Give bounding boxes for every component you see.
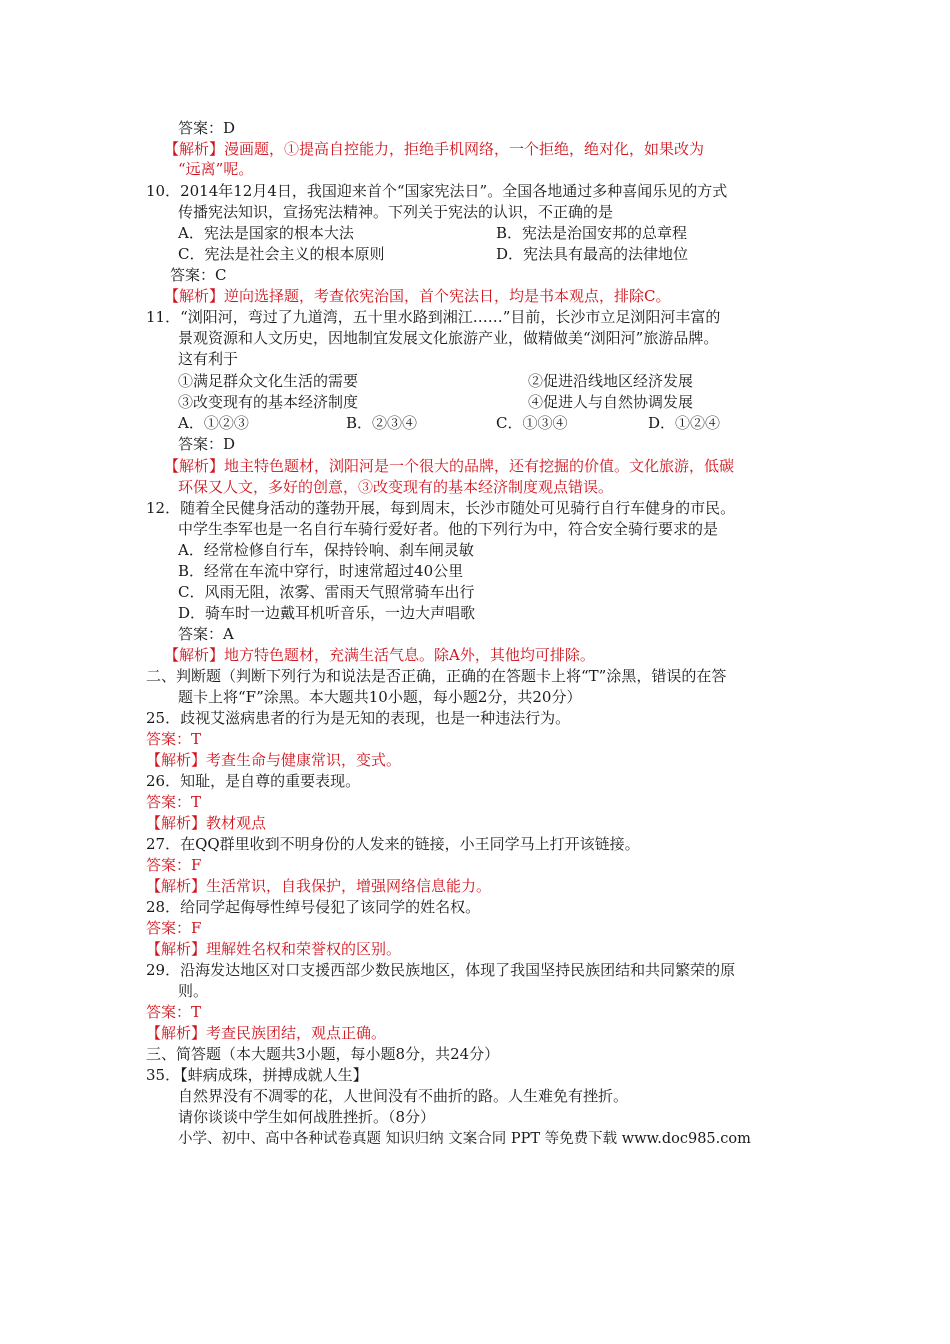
q28-answer: 答案：F — [146, 919, 202, 937]
q11-stem-cont: 景观资源和人文历史，因地制宜发展文化旅游产业，做精做美“浏阳河”旅游品牌。 — [178, 329, 719, 347]
q12-option-a: A．经常检修自行车，保持铃响、刹车闸灵敏 — [178, 541, 474, 559]
q10-option-c: C．宪法是社会主义的根本原则 — [178, 245, 385, 263]
q27-stem: 27．在QQ群里收到不明身份的人发来的链接，小王同学马上打开该链接。 — [146, 835, 640, 853]
q27-answer: 答案：F — [146, 856, 202, 874]
q26-stem: 26．知耻，是自尊的重要表现。 — [146, 772, 361, 790]
q25-answer: 答案：T — [146, 730, 202, 748]
q29-answer: 答案：T — [146, 1003, 202, 1021]
q11-option-c: C．①③④ — [496, 414, 568, 432]
q12-option-d: D．骑车时一边戴耳机听音乐，一边大声唱歌 — [178, 604, 476, 622]
q12-stem-cont: 中学生李军也是一名自行车骑行爱好者。他的下列行为中，符合安全骑行要求的是 — [178, 520, 719, 538]
q11-item-1: ①满足群众文化生活的需要 — [178, 372, 359, 390]
q10-option-d: D．宪法具有最高的法律地位 — [496, 245, 689, 263]
q11-analysis: 【解析】地主特色题材，浏阳河是一个很大的品牌，还有挖掘的价值。文化旅游，低碳 — [164, 457, 735, 475]
q25-stem: 25．歧视艾滋病患者的行为是无知的表现，也是一种违法行为。 — [146, 709, 571, 727]
q35-line-1: 自然界没有不凋零的花，人世间没有不曲折的路。人生难免有挫折。 — [178, 1087, 629, 1105]
q25-analysis: 【解析】考查生命与健康常识，变式。 — [146, 751, 402, 769]
q29-analysis: 【解析】考查民族团结，观点正确。 — [146, 1024, 387, 1042]
q10-option-b: B．宪法是治国安邦的总章程 — [496, 224, 688, 242]
q11-stem-cont-2: 这有利于 — [178, 350, 239, 368]
q28-stem: 28．给同学起侮辱性绰号侵犯了该同学的姓名权。 — [146, 898, 481, 916]
q10-option-a: A．宪法是国家的根本大法 — [178, 224, 354, 242]
q11-item-2: ②促进沿线地区经济发展 — [528, 372, 694, 390]
q11-option-d: D．①②④ — [648, 414, 721, 432]
q9-answer: 答案：D — [178, 119, 236, 137]
q28-analysis: 【解析】理解姓名权和荣誉权的区别。 — [146, 940, 402, 958]
q11-answer: 答案：D — [178, 435, 236, 453]
q10-stem: 10．2014年12月4日，我国迎来首个“国家宪法日”。全国各地通过多种喜闻乐见的方式 — [146, 182, 728, 200]
q11-stem: 11．“浏阳河，弯过了九道湾，五十里水路到湘江……”目前，长沙市立足浏阳河丰富的 — [146, 308, 721, 326]
q11-option-a: A．①②③ — [178, 414, 249, 432]
q11-option-b: B．②③④ — [346, 414, 418, 432]
q11-analysis-cont: 环保又人文，多好的创意，③改变现有的基本经济制度观点错误。 — [178, 478, 614, 496]
q9-analysis: 【解析】漫画题，①提高自控能力，拒绝手机网络，一个拒绝，绝对化，如果改为 — [164, 140, 705, 158]
q12-answer: 答案：A — [178, 625, 234, 643]
section2-title: 二、判断题（判断下列行为和说法是否正确，正确的在答题卡上将“T”涂黑，错误的在答 — [146, 667, 727, 685]
q35-line-2: 请你谈谈中学生如何战胜挫折。（8分） — [178, 1108, 436, 1126]
q11-item-3: ③改变现有的基本经济制度 — [178, 393, 359, 411]
q12-stem: 12．随着全民健身活动的蓬勃开展，每到周末，长沙市随处可见骑行自行车健身的市民。 — [146, 499, 736, 517]
q12-option-c: C．风雨无阻，浓雾、雷雨天气照常骑车出行 — [178, 583, 475, 601]
q10-analysis: 【解析】逆向选择题，考查依宪治国，首个宪法日，均是书本观点，排除C。 — [164, 287, 671, 305]
q12-option-b: B．经常在车流中穿行，时速常超过40公里 — [178, 562, 464, 580]
q26-answer: 答案：T — [146, 793, 202, 811]
q35-title: 35．【蚌病成珠，拼搏成就人生】 — [146, 1066, 368, 1084]
q29-stem: 29．沿海发达地区对口支援西部少数民族地区，体现了我国坚持民族团结和共同繁荣的原 — [146, 961, 736, 979]
q10-stem-cont: 传播宪法知识，宣扬宪法精神。下列关于宪法的认识，不正确的是 — [178, 203, 614, 221]
q12-analysis: 【解析】地方特色题材，充满生活气息。除A外，其他均可排除。 — [164, 646, 595, 664]
q9-analysis-cont: “远离”呢。 — [178, 160, 254, 178]
q27-analysis: 【解析】生活常识，自我保护，增强网络信息能力。 — [146, 877, 492, 895]
section2-title-cont: 题卡上将“F”涂黑。本大题共10小题，每小题2分，共20分） — [178, 688, 582, 706]
section3-title: 三、简答题（本大题共3小题，每小题8分，共24分） — [146, 1045, 500, 1063]
page-footer: 小学、初中、高中各种试卷真题 知识归纳 文案合同 PPT 等免费下载 www.doc985.com — [178, 1131, 751, 1147]
q10-answer: 答案：C — [170, 266, 227, 284]
q11-item-4: ④促进人与自然协调发展 — [528, 393, 694, 411]
q29-stem-cont: 则。 — [178, 982, 209, 1000]
q26-analysis: 【解析】教材观点 — [146, 814, 267, 832]
